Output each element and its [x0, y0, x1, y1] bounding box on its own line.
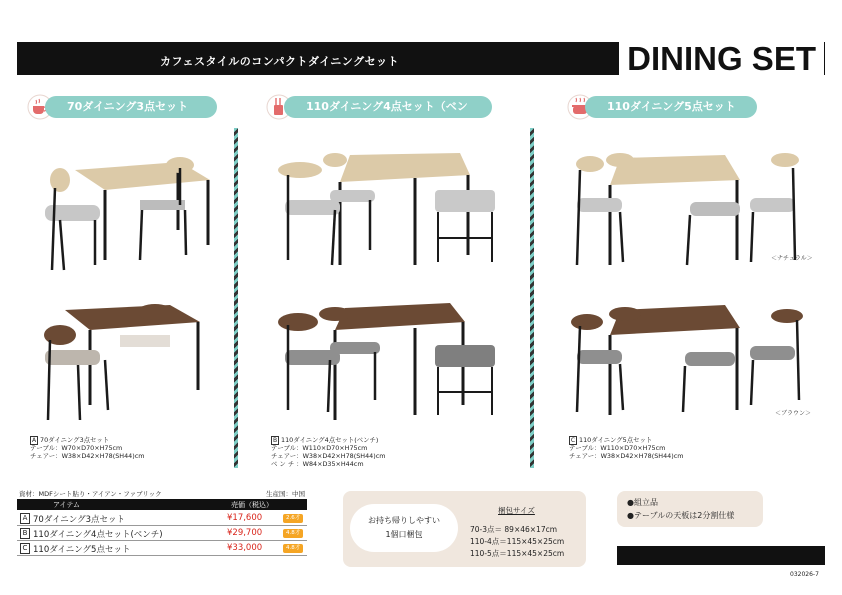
section-divider	[234, 128, 238, 468]
spec-line: テーブル：W70×D70×H75cm	[30, 444, 123, 452]
row-price: ¥17,600	[227, 513, 263, 523]
spec-line: 70ダイニング3点セット	[40, 436, 110, 444]
spec-letter-b: B	[272, 437, 278, 444]
row-item: 110ダイニング5点セット	[33, 545, 131, 555]
row-item: 110ダイニング4点セット(ベンチ)	[33, 530, 163, 540]
packaging-bubble	[350, 504, 458, 552]
header-item: アイテム	[53, 501, 81, 509]
spec-line: チェアー：W38×D42×H78(SH44)cm	[30, 451, 145, 460]
natural-color-note: ＜ナチュラル＞	[771, 255, 813, 262]
spec-letter-a: A	[31, 437, 37, 444]
product-c-brown-image	[565, 300, 815, 420]
spec-line: 110ダイニング4点セット(ベンチ)	[281, 436, 379, 444]
packaging-line1: お持ち帰りしやすい	[368, 516, 440, 525]
price-table	[17, 511, 307, 556]
notes-panel	[617, 491, 763, 527]
row-letter: A	[20, 513, 30, 524]
header-price: 売価（税込）	[231, 501, 273, 509]
product-a-brown-image	[30, 300, 215, 425]
packaging-sizes	[470, 524, 564, 560]
section-a-label: 70ダイニング3点セット	[45, 96, 217, 118]
black-bar	[617, 546, 825, 565]
section-c-label: 110ダイニング5点セット	[585, 96, 757, 118]
table-row	[17, 511, 307, 526]
product-a-natural-image	[30, 150, 215, 275]
product-b-brown-image	[270, 300, 505, 425]
spec-line: チェアー：W38×D42×H78(SH44)cm	[271, 451, 386, 460]
spec-letter-c: C	[570, 437, 576, 444]
product-c-natural-image	[565, 150, 815, 270]
packaging-row: 70-3点＝ 89×46×17cm	[470, 525, 558, 534]
note-line: ●組立品	[627, 498, 658, 507]
row-tag: 4.8才	[283, 529, 303, 538]
price-table-header	[17, 499, 307, 510]
page-title: DINING SET	[619, 41, 824, 77]
spec-line: テーブル：W110×D70×H75cm	[271, 444, 368, 452]
row-price: ¥33,000	[227, 543, 263, 553]
spec-b	[271, 436, 385, 468]
packaging-line2: 1個口梱包	[385, 530, 423, 539]
product-b-natural-image	[270, 150, 505, 275]
origin-text: 生産国：中国	[266, 490, 305, 498]
row-letter: B	[20, 528, 30, 539]
spec-c	[569, 436, 683, 461]
header-subtitle: カフェスタイルのコンパクトダイニングセット	[160, 55, 400, 68]
row-price: ¥29,700	[227, 528, 263, 538]
table-row	[17, 526, 307, 541]
row-tag: 4.8才	[283, 544, 303, 553]
product-code: 032026-7	[790, 571, 819, 578]
row-letter: C	[20, 543, 30, 554]
section-divider	[530, 128, 534, 468]
row-item: 70ダイニング3点セット	[33, 515, 126, 525]
spec-line: ベ ン チ ：W84×D35×H44cm	[271, 459, 364, 468]
packaging-row: 110-5点＝115×45×25cm	[470, 549, 565, 558]
packaging-title: 梱包サイズ	[498, 506, 535, 515]
note-line: ●テーブルの天板は2分割仕様	[627, 511, 735, 520]
section-b-label: 110ダイニング4点セット（ベンチ）	[284, 96, 492, 118]
row-tag: 2.6才	[283, 514, 303, 523]
table-row	[17, 541, 307, 556]
materials-text: 資材：MDFシート貼り・アイアン・ファブリック	[19, 490, 162, 498]
spec-a	[30, 436, 144, 461]
spec-line: テーブル：W110×D70×H75cm	[569, 444, 666, 452]
spec-line: 110ダイニング5点セット	[579, 436, 653, 444]
brown-color-note: ＜ブラウン＞	[775, 410, 812, 417]
packaging-row: 110-4点＝115×45×25cm	[470, 537, 565, 546]
spec-line: チェアー：W38×D42×H78(SH44)cm	[569, 451, 684, 460]
